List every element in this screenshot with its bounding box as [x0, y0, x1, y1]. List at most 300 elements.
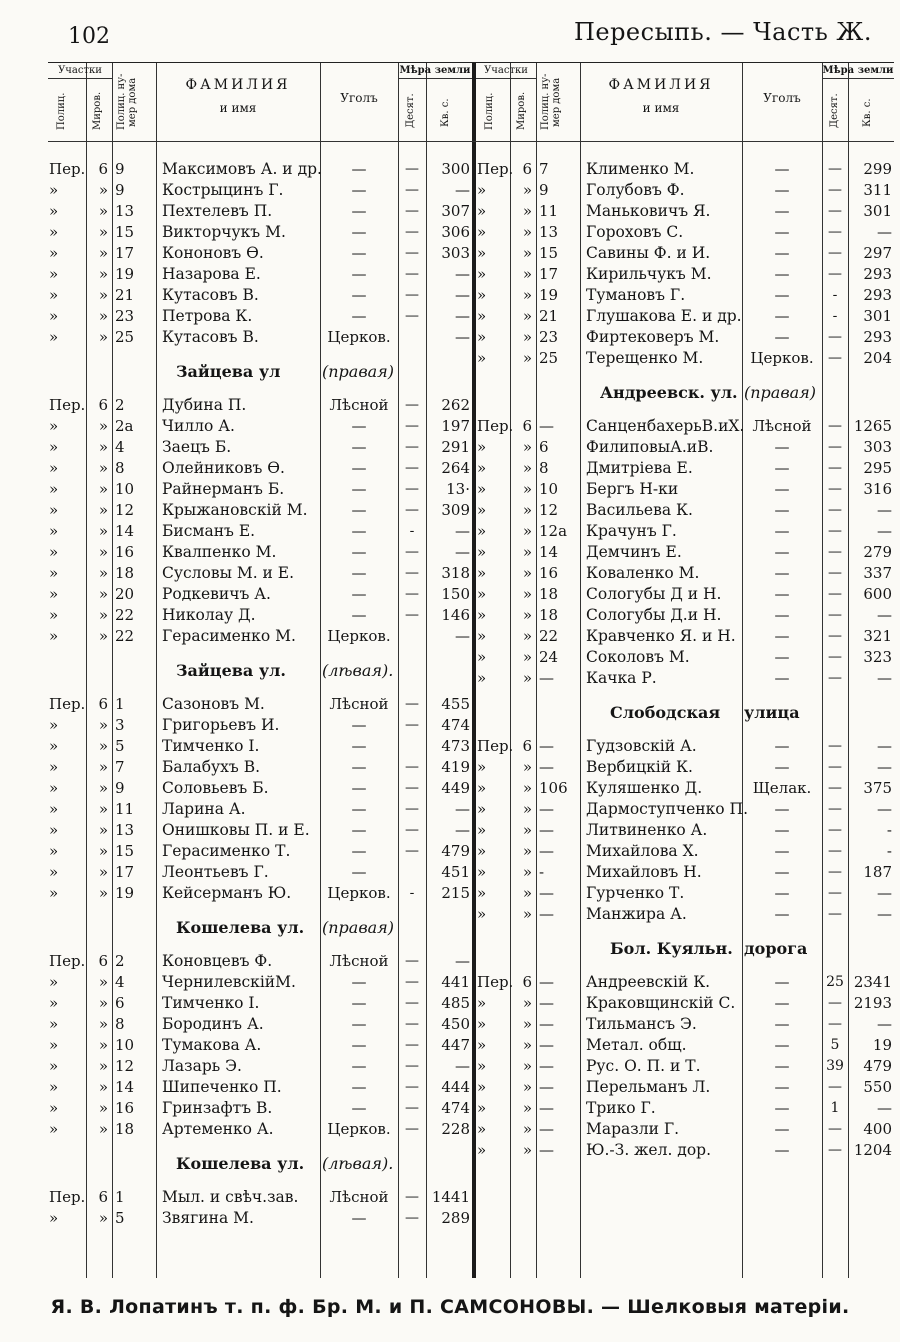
- table-row: [476, 778, 894, 799]
- table-row: [48, 841, 472, 862]
- cell-kv: —: [455, 821, 470, 839]
- cell-kv: 293: [863, 328, 892, 346]
- cell-mirov: »: [522, 223, 532, 241]
- cell-kv: 316: [863, 480, 892, 498]
- cell-polits: »: [49, 842, 59, 860]
- cell-kv: 311: [863, 181, 892, 199]
- cell-corner: —: [351, 265, 367, 283]
- cell-mirov: »: [98, 265, 108, 283]
- cell-polits: »: [477, 265, 487, 283]
- cell-corner: —: [774, 244, 790, 262]
- cell-mirov: »: [522, 349, 532, 367]
- cell-mirov: »: [522, 564, 532, 582]
- cell-desyat: —: [828, 182, 842, 198]
- cell-house-number: 17: [115, 863, 135, 881]
- cell-kv: 485: [441, 994, 470, 1012]
- cell-house-number: 23: [539, 328, 559, 346]
- cell-corner: —: [774, 585, 790, 603]
- cell-house-number: 19: [115, 265, 135, 283]
- cell-corner: —: [774, 307, 790, 325]
- cell-kv: —: [455, 307, 470, 325]
- cell-polits: »: [49, 522, 59, 540]
- cell-desyat: —: [828, 418, 842, 434]
- cell-kv: 400: [863, 1120, 892, 1138]
- cell-mirov: »: [98, 417, 108, 435]
- cell-desyat: —: [405, 1016, 419, 1032]
- table-row: [476, 862, 894, 883]
- cell-name: Гороховъ С.: [586, 223, 684, 241]
- cell-mirov: »: [98, 244, 108, 262]
- cell-desyat: —: [828, 628, 842, 644]
- cell-kv: —: [877, 884, 892, 902]
- cell-mirov: »: [522, 863, 532, 881]
- cell-polits: »: [477, 905, 487, 923]
- cell-corner: —: [774, 543, 790, 561]
- cell-house-number: 12: [115, 501, 135, 519]
- cell-desyat: —: [828, 670, 842, 686]
- cell-polits: »: [477, 564, 487, 582]
- table-row: [48, 500, 472, 521]
- cell-polits: »: [49, 307, 59, 325]
- table-row: [48, 521, 472, 542]
- cell-corner: —: [774, 1057, 790, 1075]
- cell-polits: »: [49, 737, 59, 755]
- cell-mirov: »: [522, 1036, 532, 1054]
- cell-kv: 2341: [853, 973, 892, 991]
- header-uchastki: Участки: [48, 65, 112, 79]
- cell-corner: —: [351, 1078, 367, 1096]
- cell-house-number: 16: [539, 564, 559, 582]
- cell-kv: —: [455, 952, 470, 970]
- header-ugol: Уголъ: [763, 91, 801, 105]
- cell-house-number: 7: [115, 758, 125, 776]
- cell-polits: »: [477, 606, 487, 624]
- cell-desyat: —: [405, 1210, 419, 1226]
- cell-polits: »: [49, 585, 59, 603]
- cell-corner: Щелак.: [752, 779, 812, 797]
- table-row: [48, 820, 472, 841]
- cell-name: Викторчукъ М.: [162, 223, 286, 241]
- cell-desyat: —: [405, 717, 419, 733]
- header-uchastki: Участки: [476, 65, 536, 79]
- cell-kv: 197: [441, 417, 470, 435]
- cell-corner: —: [351, 1057, 367, 1075]
- table-row: [476, 584, 894, 605]
- cell-mirov: »: [98, 737, 108, 755]
- cell-name: Маразли Г.: [586, 1120, 680, 1138]
- cell-house-number: 17: [539, 265, 559, 283]
- cell-house-number: 16: [115, 1099, 135, 1117]
- table-row: [48, 479, 472, 500]
- cell-house-number: —: [539, 1057, 554, 1075]
- header-desyat: Десят.: [405, 93, 416, 129]
- table-row: [48, 584, 472, 605]
- table-row: [48, 180, 472, 201]
- cell-polits: »: [49, 265, 59, 283]
- cell-desyat: —: [405, 565, 419, 581]
- cell-mirov: »: [522, 669, 532, 687]
- cell-name: Квалпенко М.: [162, 543, 277, 561]
- cell-kv: 13·: [446, 480, 470, 498]
- cell-name: Григорьевъ И.: [162, 716, 280, 734]
- cell-corner: —: [351, 800, 367, 818]
- cell-corner: —: [351, 1099, 367, 1117]
- cell-mirov: »: [98, 501, 108, 519]
- cell-desyat: —: [828, 801, 842, 817]
- cell-kv: 19: [872, 1036, 892, 1054]
- table-row: [48, 327, 472, 348]
- cell-corner: —: [774, 800, 790, 818]
- cell-mirov: »: [522, 265, 532, 283]
- table-row: [48, 437, 472, 458]
- cell-kv: 1441: [431, 1188, 470, 1206]
- table-row: [476, 1098, 894, 1119]
- cell-desyat: —: [405, 995, 419, 1011]
- cell-house-number: —: [539, 1099, 554, 1117]
- cell-house-number: 11: [115, 800, 135, 818]
- header-familiya: ФАМИЛИЯ: [185, 77, 291, 93]
- cell-kv: —: [877, 606, 892, 624]
- cell-mirov: »: [522, 1057, 532, 1075]
- cell-corner: —: [351, 223, 367, 241]
- cell-corner: —: [351, 564, 367, 582]
- cell-mirov: »: [522, 994, 532, 1012]
- cell-kv: 264: [441, 459, 470, 477]
- cell-polits: »: [49, 716, 59, 734]
- cell-mirov: »: [98, 202, 108, 220]
- cell-corner: —: [774, 863, 790, 881]
- table-row: [476, 159, 894, 180]
- cell-mirov: »: [98, 1015, 108, 1033]
- table-row: [476, 883, 894, 904]
- cell-kv: 309: [441, 501, 470, 519]
- cell-kv: -: [886, 842, 892, 860]
- table-row: [48, 1077, 472, 1098]
- cell-corner: —: [774, 994, 790, 1012]
- cell-name: Лазарь Э.: [162, 1057, 242, 1075]
- cell-house-number: 9: [115, 779, 125, 797]
- cell-house-number: —: [539, 1036, 554, 1054]
- cell-kv: —: [877, 737, 892, 755]
- cell-mirov: »: [98, 716, 108, 734]
- cell-desyat: —: [828, 1142, 842, 1158]
- cell-polits: »: [477, 543, 487, 561]
- cell-polits: »: [477, 1078, 487, 1096]
- cell-polits: »: [477, 585, 487, 603]
- cell-corner: —: [351, 543, 367, 561]
- cell-house-number: 9: [115, 181, 125, 199]
- cell-house-number: 18: [115, 1120, 135, 1138]
- cell-name: Кононовъ Ѳ.: [162, 244, 264, 262]
- cell-polits: »: [477, 522, 487, 540]
- cell-mirov: »: [522, 905, 532, 923]
- cell-mirov: »: [98, 758, 108, 776]
- cell-house-number: 7: [539, 160, 549, 178]
- cell-house-number: 8: [115, 459, 125, 477]
- cell-desyat: —: [828, 224, 842, 240]
- cell-polits: »: [477, 669, 487, 687]
- cell-desyat: —: [405, 397, 419, 413]
- cell-desyat: —: [828, 544, 842, 560]
- cell-mirov: »: [522, 1015, 532, 1033]
- cell-name: Кирильчукъ М.: [586, 265, 712, 283]
- cell-house-number: 21: [115, 286, 135, 304]
- table-row: [476, 1119, 894, 1140]
- cell-corner: Лѣсной: [329, 695, 389, 713]
- cell-house-number: —: [539, 737, 554, 755]
- cell-desyat: —: [405, 203, 419, 219]
- cell-polits: »: [49, 884, 59, 902]
- table-row: [476, 626, 894, 647]
- table-row: [476, 264, 894, 285]
- cell-polits: »: [477, 627, 487, 645]
- cell-polits: »: [49, 181, 59, 199]
- cell-polits: »: [477, 1141, 487, 1159]
- table-row: [476, 243, 894, 264]
- cell-kv: 306: [441, 223, 470, 241]
- cell-mirov: »: [98, 884, 108, 902]
- cell-house-number: 11: [539, 202, 559, 220]
- cell-name: Соколовъ М.: [586, 648, 690, 666]
- cell-kv: —: [455, 522, 470, 540]
- header-kv: Кв. с.: [862, 98, 873, 128]
- cell-house-number: 10: [539, 480, 559, 498]
- table-row: [48, 993, 472, 1014]
- cell-corner: —: [351, 501, 367, 519]
- cell-kv: 291: [441, 438, 470, 456]
- cell-polits: »: [49, 286, 59, 304]
- cell-desyat: —: [828, 266, 842, 282]
- cell-corner: —: [351, 438, 367, 456]
- cell-house-number: 4: [115, 973, 125, 991]
- cell-corner: —: [351, 716, 367, 734]
- cell-name: Назарова Е.: [162, 265, 261, 283]
- cell-corner: —: [774, 627, 790, 645]
- cell-name: Бисманъ Е.: [162, 522, 256, 540]
- cell-name: Артеменко А.: [162, 1120, 274, 1138]
- table-row: [48, 542, 472, 563]
- cell-polits: »: [49, 1120, 59, 1138]
- cell-desyat: —: [405, 308, 419, 324]
- table-row: [476, 500, 894, 521]
- cell-house-number: 15: [115, 842, 135, 860]
- cell-name: Петрова К.: [162, 307, 253, 325]
- cell-mirov: »: [522, 884, 532, 902]
- cell-desyat: —: [828, 1016, 842, 1032]
- header-desyat: Десят.: [829, 93, 840, 129]
- cell-name: Гудзовскій А.: [586, 737, 697, 755]
- cell-polits: »: [49, 1099, 59, 1117]
- cell-name: Ю.-З. жел. дор.: [586, 1141, 712, 1159]
- cell-desyat: —: [828, 738, 842, 754]
- cell-house-number: —: [539, 800, 554, 818]
- cell-corner: Лѣсной: [329, 952, 389, 970]
- cell-name: Соловьевъ Б.: [162, 779, 269, 797]
- cell-mirov: 6: [522, 737, 532, 755]
- cell-desyat: —: [405, 460, 419, 476]
- cell-corner: —: [774, 160, 790, 178]
- cell-desyat: —: [828, 502, 842, 518]
- cell-kv: 295: [863, 459, 892, 477]
- cell-house-number: 6: [539, 438, 549, 456]
- cell-house-number: 24: [539, 648, 559, 666]
- cell-desyat: —: [405, 974, 419, 990]
- cell-polits: »: [477, 438, 487, 456]
- cell-name: Глушакова Е. и др.: [586, 307, 742, 325]
- cell-desyat: —: [828, 649, 842, 665]
- cell-house-number: 20: [115, 585, 135, 603]
- cell-desyat: —: [828, 586, 842, 602]
- cell-mirov: »: [522, 585, 532, 603]
- cell-desyat: —: [828, 203, 842, 219]
- table-row: [48, 1187, 472, 1208]
- cell-house-number: 8: [115, 1015, 125, 1033]
- cell-kv: 450: [441, 1015, 470, 1033]
- cell-corner: —: [351, 758, 367, 776]
- cell-polits: »: [49, 1209, 59, 1227]
- table-row: [48, 778, 472, 799]
- cell-mirov: »: [98, 480, 108, 498]
- cell-polits: »: [477, 1036, 487, 1054]
- cell-polits: »: [49, 606, 59, 624]
- cell-house-number: 13: [539, 223, 559, 241]
- table-row: [48, 1208, 472, 1229]
- cell-mirov: »: [522, 779, 532, 797]
- cell-name: Чилло А.: [162, 417, 235, 435]
- cell-kv: —: [877, 1015, 892, 1033]
- cell-polits: »: [477, 223, 487, 241]
- cell-name: Манжира А.: [586, 905, 687, 923]
- cell-corner: —: [351, 973, 367, 991]
- cell-corner: —: [351, 1015, 367, 1033]
- cell-corner: —: [774, 1015, 790, 1033]
- cell-mirov: »: [522, 1141, 532, 1159]
- cell-name: Онишковы П. и Е.: [162, 821, 310, 839]
- cell-mirov: »: [522, 244, 532, 262]
- cell-kv: 1204: [853, 1141, 892, 1159]
- cell-polits: »: [477, 758, 487, 776]
- cell-polits: »: [477, 459, 487, 477]
- cell-house-number: 10: [115, 480, 135, 498]
- cell-mirov: 6: [98, 396, 108, 414]
- cell-house-number: —: [539, 1120, 554, 1138]
- cell-desyat: —: [828, 995, 842, 1011]
- cell-corner: —: [351, 779, 367, 797]
- cell-mirov: »: [522, 1099, 532, 1117]
- cell-mirov: »: [98, 438, 108, 456]
- cell-mirov: »: [522, 202, 532, 220]
- cell-desyat: —: [828, 565, 842, 581]
- cell-kv: 473: [441, 737, 470, 755]
- cell-house-number: 25: [115, 328, 135, 346]
- cell-desyat: —: [405, 696, 419, 712]
- street-side: (правая): [322, 917, 395, 937]
- header-mirov: Миров.: [516, 91, 527, 131]
- cell-desyat: —: [405, 1058, 419, 1074]
- cell-name: Звягина М.: [162, 1209, 254, 1227]
- cell-name: Кутасовъ В.: [162, 286, 259, 304]
- cell-mirov: »: [522, 328, 532, 346]
- cell-name: Савины Ф. и И.: [586, 244, 711, 262]
- cell-corner: —: [774, 758, 790, 776]
- cell-kv: 337: [863, 564, 892, 582]
- cell-corner: —: [774, 328, 790, 346]
- cell-polits: »: [49, 223, 59, 241]
- cell-mirov: »: [98, 842, 108, 860]
- cell-name: Дубина П.: [162, 396, 247, 414]
- cell-desyat: —: [405, 1037, 419, 1053]
- cell-kv: 228: [441, 1120, 470, 1138]
- street-name: Зайцева ул.: [176, 660, 286, 680]
- cell-corner: —: [774, 286, 790, 304]
- cell-polits: »: [477, 328, 487, 346]
- cell-kv: 479: [863, 1057, 892, 1075]
- cell-name: Дармоступченко П.: [586, 800, 749, 818]
- cell-house-number: 18: [539, 606, 559, 624]
- cell-polits: Пер.: [477, 417, 514, 435]
- table-row: [476, 437, 894, 458]
- cell-kv: 479: [441, 842, 470, 860]
- table-row: [476, 348, 894, 369]
- cell-corner: —: [351, 480, 367, 498]
- cell-desyat: 5: [830, 1037, 840, 1053]
- table-row: [48, 201, 472, 222]
- cell-house-number: —: [539, 842, 554, 860]
- cell-polits: »: [49, 244, 59, 262]
- cell-name: Терещенко М.: [586, 349, 704, 367]
- cell-corner: —: [774, 265, 790, 283]
- cell-mirov: »: [98, 543, 108, 561]
- header-polits: Полиц.: [56, 92, 67, 130]
- header-ugol: Уголъ: [340, 91, 378, 105]
- cell-desyat: —: [828, 607, 842, 623]
- cell-polits: »: [49, 1036, 59, 1054]
- cell-name: Литвиненко А.: [586, 821, 708, 839]
- header-mera: Мѣра земли: [398, 65, 472, 79]
- cell-desyat: 25: [826, 974, 844, 990]
- table-row: [476, 416, 894, 437]
- cell-corner: —: [774, 480, 790, 498]
- cell-name: Тимченко І.: [162, 737, 260, 755]
- cell-mirov: 6: [522, 160, 532, 178]
- right-column: [476, 63, 894, 1278]
- cell-kv: —: [877, 669, 892, 687]
- table-row: [476, 799, 894, 820]
- cell-name: Гурченко Т.: [586, 884, 685, 902]
- cell-corner: —: [774, 884, 790, 902]
- cell-polits: »: [477, 821, 487, 839]
- cell-polits: »: [49, 1057, 59, 1075]
- street-side: (лѣвая).: [322, 660, 394, 680]
- table-row: [476, 1035, 894, 1056]
- cell-mirov: 6: [98, 1188, 108, 1206]
- cell-corner: —: [774, 842, 790, 860]
- table-row: [48, 757, 472, 778]
- table-row: [48, 306, 472, 327]
- table-row: [476, 222, 894, 243]
- cell-corner: —: [774, 1078, 790, 1096]
- cell-house-number: 12а: [539, 522, 568, 540]
- cell-desyat: —: [828, 329, 842, 345]
- table-row: [48, 736, 472, 757]
- street-side: дорога: [744, 938, 808, 958]
- cell-kv: 289: [441, 1209, 470, 1227]
- cell-corner: —: [774, 501, 790, 519]
- cell-house-number: —: [539, 1141, 554, 1159]
- table-row: [476, 201, 894, 222]
- cell-polits: »: [477, 648, 487, 666]
- cell-desyat: —: [405, 1189, 419, 1205]
